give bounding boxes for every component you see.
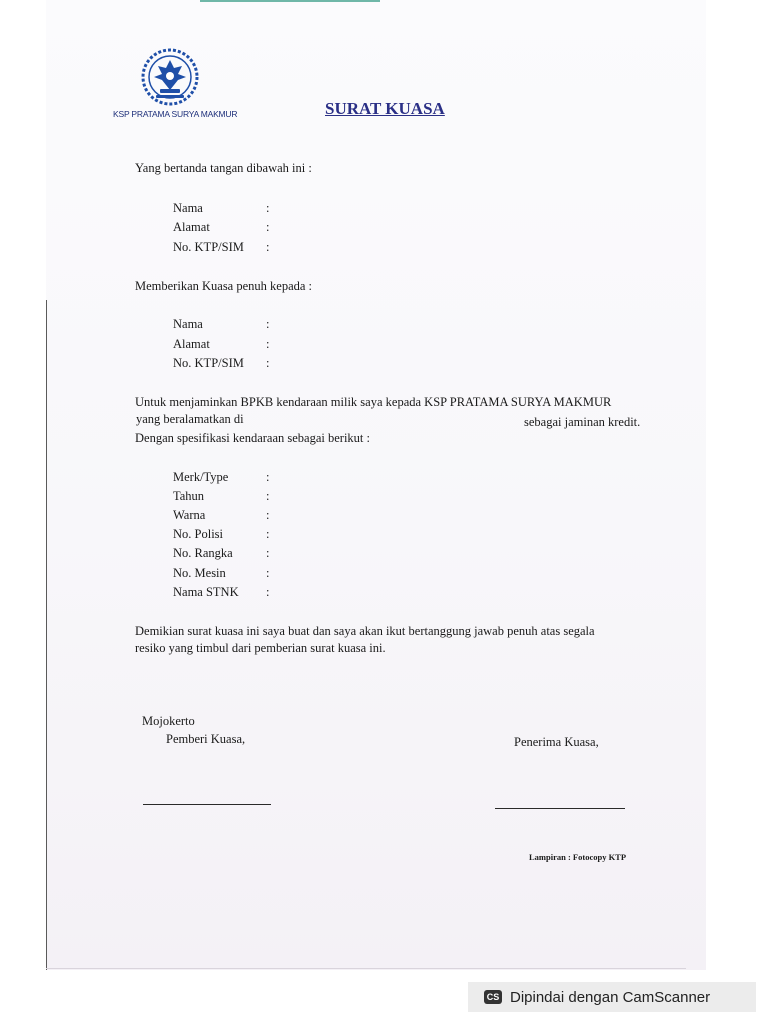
grantee-id-colon: : <box>266 356 270 370</box>
document-page <box>46 0 706 970</box>
scanner-watermark-badge <box>468 982 756 1012</box>
camscanner-icon: CS <box>484 990 502 1004</box>
vehicle-brand-label: Merk/Type <box>173 470 229 484</box>
grantee-address-label: Alamat <box>173 337 210 351</box>
vehicle-engine-colon: : <box>266 566 270 580</box>
attachment-note: Lampiran : Fotocopy KTP <box>529 852 627 862</box>
grantee-address-colon: : <box>266 337 270 351</box>
document-title: SURAT KUASA <box>325 99 445 118</box>
grantee-name-colon: : <box>266 317 270 331</box>
vehicle-registration-name-colon: : <box>266 585 270 599</box>
page-edge <box>46 300 47 970</box>
purpose-line-3: Dengan spesifikasi kendaraan sebagai berikut : <box>135 431 370 445</box>
vehicle-year-label: Tahun <box>173 489 205 503</box>
vehicle-chassis-label: No. Rangka <box>173 546 233 560</box>
purpose-line-2-left: yang beralamatkan di <box>136 412 244 426</box>
vehicle-color-label: Warna <box>173 508 206 522</box>
grantee-signature-line <box>495 808 625 809</box>
grantor-name-colon: : <box>266 201 270 215</box>
closing-line-1: Demikian surat kuasa ini saya buat dan saya akan ikut bertanggung jawab penuh atas segala <box>135 624 595 638</box>
cooperative-emblem-icon <box>136 46 204 110</box>
organization-name: KSP PRATAMA SURYA MAKMUR <box>113 109 238 119</box>
grantee-id-label: No. KTP/SIM <box>173 356 244 370</box>
page-bottom-edge <box>46 968 686 969</box>
grantor-id-label: No. KTP/SIM <box>173 240 244 254</box>
signing-place: Mojokerto <box>142 714 195 728</box>
grantor-id-colon: : <box>266 240 270 254</box>
scan-edge-mark <box>200 0 380 2</box>
grantee-name-label: Nama <box>173 317 203 331</box>
vehicle-registration-name-label: Nama STNK <box>173 585 239 599</box>
grantor-address-label: Alamat <box>173 220 210 234</box>
grant-statement: Memberikan Kuasa penuh kepada : <box>135 279 313 293</box>
closing-line-2: resiko yang timbul dari pemberian surat kuasa ini. <box>135 641 386 655</box>
grantee-signature-label: Penerima Kuasa, <box>514 735 599 749</box>
vehicle-color-colon: : <box>266 508 270 522</box>
grantor-address-colon: : <box>266 220 270 234</box>
vehicle-brand-colon: : <box>266 470 270 484</box>
scanner-watermark-text: Dipindai dengan CamScanner <box>510 988 711 1006</box>
vehicle-year-colon: : <box>266 489 270 503</box>
vehicle-plate-label: No. Polisi <box>173 527 224 541</box>
intro-text: Yang bertanda tangan dibawah ini : <box>135 161 312 175</box>
vehicle-chassis-colon: : <box>266 546 270 560</box>
purpose-line-1: Untuk menjaminkan BPKB kendaraan milik saya kepada KSP PRATAMA SURYA MAKMUR <box>135 395 612 409</box>
vehicle-plate-colon: : <box>266 527 270 541</box>
grantor-name-label: Nama <box>173 201 203 215</box>
purpose-line-2-right: sebagai jaminan kredit. <box>524 415 641 429</box>
vehicle-engine-label: No. Mesin <box>173 566 226 580</box>
grantor-signature-line <box>143 804 271 805</box>
grantor-signature-label: Pemberi Kuasa, <box>166 732 246 746</box>
